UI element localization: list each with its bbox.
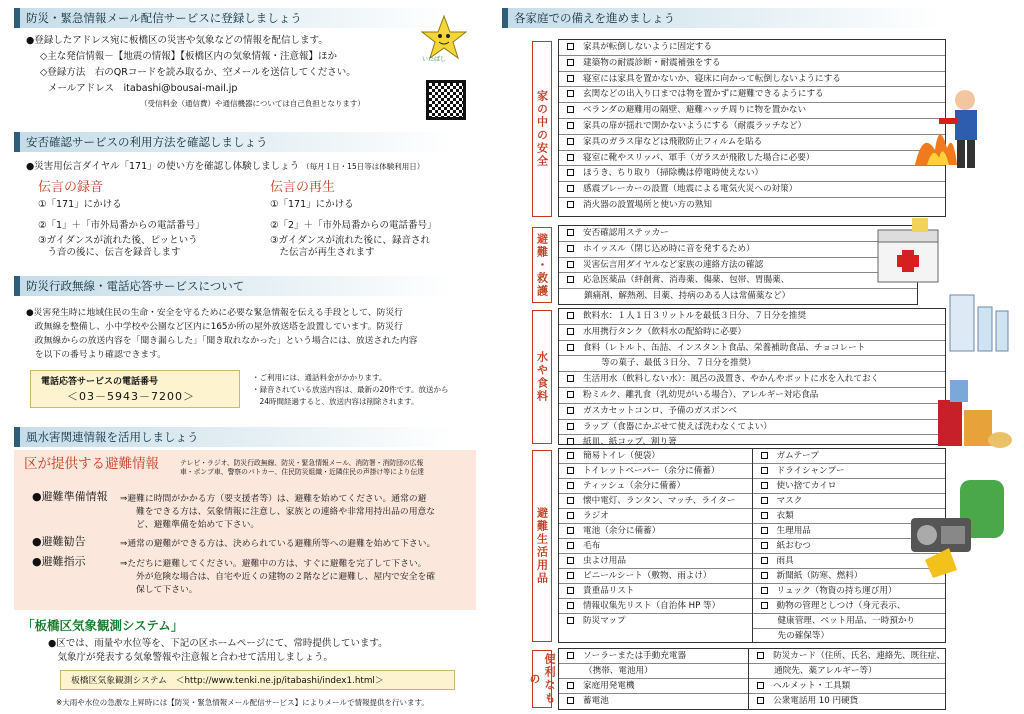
weather-url[interactable]: 板橋区気象観測システム ＜http://www.tenki.ne.jp/itabashi/index1.html＞ [71,676,384,686]
living-supply-item-label: 雨具 [776,556,794,566]
useful-item-label: 家庭用発電機 [583,681,635,691]
record-step-3: ③ガイダンスが流れた後、ピッという [38,235,198,246]
living-supply-item-label: 電池（余分に備蓄） [583,526,661,536]
checkbox-icon[interactable] [567,557,574,564]
checkbox-icon[interactable] [567,467,574,474]
living-supply-item-label: 新聞紙（防寒、燃料） [776,571,863,581]
checkbox-icon[interactable] [567,407,574,414]
phone-label: 電話応答サービスの電話番号 [41,377,159,387]
radio-line-3: 政無線からの放送内容を「聞き漏らした」「聞き取れなかった」という場合には、放送された内容 [26,336,418,346]
category-home-safety: 家の中の安全 [532,41,552,217]
living-supply-item-row[interactable] [753,584,946,599]
water-bottles-illustration [944,285,1014,355]
living-supply-item-label: 紙おむつ [776,541,811,551]
checkbox-icon[interactable] [567,229,574,236]
phone-note-1: ・ご利用には、通話料金がかかります。 [252,373,387,382]
record-step-4: う音の後に、伝言を録音します [38,247,181,258]
checkbox-icon[interactable] [567,602,574,609]
weather-title: 「板橋区気象観測システム」 [22,618,184,633]
useful-item-row[interactable] [749,664,945,679]
footnote: ※大雨や水位の急激な上昇時には【防災・緊急情報メール配信サービス】によりメールで情報提供を行います。 [56,698,429,707]
checkbox-icon[interactable] [567,587,574,594]
radio-line-2: 政無線を整備し、小中学校や公園など区内に165か所の屋外放送塔を設置しています。防災行 [26,322,403,332]
checkbox-icon[interactable] [567,527,574,534]
living-supply-item-row[interactable] [559,584,752,599]
living-supply-item-label: ティッシュ（余分に備蓄） [583,481,686,491]
useful-items-list [558,648,946,710]
checkbox-icon[interactable] [567,276,574,283]
home-safety-item-label: 建築物の耐震診断・耐震補強をする [583,57,721,68]
checkbox-icon[interactable] [567,75,574,82]
checkbox-icon[interactable] [761,602,768,609]
living-supply-item-label: 懐中電灯、ランタン、マッチ、ライター [583,496,736,506]
evac-prep-line-1: ⇒避難に時間がかかる方（要支援者等）は、避難を始めてください。通常の避 [120,494,427,504]
checkbox-icon[interactable] [567,185,574,192]
phone-box [30,370,240,408]
evac-prep-line-3: ど、避難準備を始めて下さい。 [136,520,260,530]
food-item-label: 等の菓子、最低３日分、７日分を推奨） [584,358,756,369]
firefighter-illustration [905,70,985,180]
rescue-item-row[interactable] [559,258,917,274]
evacuation-title: 区が提供する避難情報 [24,456,159,472]
living-supply-item-label: 毛布 [583,541,601,551]
evac-prep-label: ●避難準備情報 [32,490,108,503]
play-step-2: ②「2」＋「市外局番からの電話番号」 [270,220,437,231]
living-supply-item-label: 生理用品 [776,526,811,536]
useful-item-label: ヘルメット・工具類 [773,681,851,691]
category-useful-items: 便利なもの [532,650,552,708]
checkbox-icon[interactable] [567,328,574,335]
home-safety-item-label: 家具が転倒しないように固定する [583,42,712,52]
checkbox-icon[interactable] [567,169,574,176]
checkbox-icon[interactable] [567,391,574,398]
rescue-item-row[interactable] [559,273,917,289]
record-title: 伝言の録音 [38,180,104,195]
living-supply-item-row[interactable] [559,524,752,539]
checkbox-icon[interactable] [761,572,768,579]
mail-line-3: ◇登録方法 右のQRコードを読み取るか、空メールを送信してください。 [40,67,356,78]
mail-line-1: ●登録したアドレス宛に板橋区の災害や気象などの情報を配信します。 [26,35,328,46]
useful-item-label: 蓄電池 [583,696,609,706]
living-supply-item-label: マスク [776,496,803,506]
living-supply-item-label: 使い捨てカイロ [776,481,837,491]
checkbox-icon[interactable] [761,557,768,564]
living-supply-item-row[interactable] [559,569,752,584]
play-step-1: ①「171」にかける [270,199,354,210]
useful-item-label: 防災カード（住所、氏名、連絡先、既往症、 [773,651,945,661]
mail-note: （受信料金（通信費）や通信機器については自己負担となります） [140,99,365,108]
food-item-label: 粉ミルク、離乳食（乳幼児がいる場合）、アレルギー対応食品 [583,389,819,400]
checkbox-icon[interactable] [761,527,768,534]
play-step-3: ③ガイダンスが流れた後に、録音され [270,235,431,246]
radio-header: 防災行政無線・電話応答サービスについて [14,276,454,296]
checkbox-icon[interactable] [567,375,574,382]
home-safety-item-row[interactable] [559,135,945,151]
living-supply-item-label: 健康管理、ペット用品、一時預かり [777,616,916,626]
home-safety-item-row[interactable] [559,87,945,103]
preparation-header: 各家庭での備えを進めましょう [502,8,942,28]
mascot-image [420,14,468,62]
checkbox-icon[interactable] [757,682,764,689]
rescue-list [558,225,918,305]
home-safety-item-label: ほうき、ちり取り（掃除機は停電時使えない） [583,168,764,179]
living-supply-item-row[interactable] [559,554,752,569]
checkbox-icon[interactable] [567,542,574,549]
phone-note-2: ・録音されている放送内容は、最新の20件です。放送から [252,385,449,394]
evac-order-line-1: ⇒ただちに避難してください。避難中の方は、すぐに避難を完了して下さい。 [120,559,427,569]
category-evacuation-rescue: 避難・救護 [532,227,552,303]
home-safety-item-label: 寝室に靴やスリッパ、軍手（ガラスが飛散した場合に必要） [583,152,815,163]
checkbox-icon[interactable] [761,542,768,549]
food-item-label: 生活用水（飲料しない水）：風呂の汲置き、やかんやポットに水を入れておく [583,374,880,385]
living-supply-item-label: 衣類 [776,511,794,521]
checkbox-icon[interactable] [567,261,574,268]
home-safety-item-row[interactable] [559,103,945,119]
home-safety-item-label: 感震ブレーカーの設置（地震による電気火災への対策） [583,184,798,195]
evac-order-line-3: 保して下さい。 [136,585,198,595]
living-supply-item-row[interactable] [559,539,752,554]
evac-order-line-2: 外が危険な場合は、自宅や近くの建物の２階などに避難し、屋内で安全を確 [136,572,436,582]
dial-line: ●災害用伝言ダイヤル「171」の使い方を確認し体験しましょう [26,161,300,172]
living-supply-item-row[interactable] [753,599,946,614]
useful-item-label: 通院先、薬アレルギー等） [774,666,877,676]
useful-item-row[interactable] [559,694,748,709]
living-supply-item-row[interactable] [559,599,752,614]
home-safety-item-label: 家具のガラス扉などは飛散防止フィルムを貼る [583,136,763,147]
checkbox-icon[interactable] [567,138,574,145]
checkbox-icon[interactable] [567,438,574,445]
phone-note-3: 24時間経過すると、放送内容は削除されます。 [252,397,419,406]
rescue-item-label: 災害伝言用ダイヤルなど家族の連絡方法の確認 [583,259,764,270]
home-safety-item-label: 消火器の設置場所と使い方の熟知 [583,199,712,210]
food-item-label: 食料（レトルト、缶詰、インスタント食品、栄養補助食品、チョコレート [583,342,866,353]
checkbox-icon[interactable] [567,617,574,624]
living-supply-item-row[interactable] [559,449,752,464]
living-supply-item-label: 貴重品リスト [583,586,635,596]
food-item-label: ラップ（食器にかぶせて使えば洗わなくてよい） [583,421,772,432]
living-supply-item-label: 情報収集先リスト（自治体 HP 等） [583,601,721,611]
useful-item-row[interactable] [749,694,945,709]
living-supply-item-label: 先の確保等） [777,631,830,641]
living-supply-item-row[interactable] [559,494,752,509]
evac-order-label: ●避難指示 [32,555,86,568]
qr-code[interactable] [426,80,466,120]
checkbox-icon[interactable] [761,452,768,459]
checkbox-icon[interactable] [567,497,574,504]
home-safety-item-row[interactable] [559,72,945,88]
checkbox-icon[interactable] [567,482,574,489]
checkbox-icon[interactable] [761,587,768,594]
radio-line-4: を以下の番号より確認できます。 [26,350,167,360]
food-item-label: 紙皿、紙コップ、割り箸 [583,437,677,448]
record-step-2: ②「1」＋「市外局番からの電話番号」 [38,220,205,231]
mail-line-2: ◇主な発信情報－【地震の情報】【板橋区内の気象情報・注意報】ほか [40,51,338,62]
evac-advice-line-1: ⇒通常の避難ができる方は、決められている避難所等への避難を始めて下さい。 [120,539,436,549]
food-item-label: ガスカセットコンロ、予備のガスボンベ [583,405,738,416]
checkbox-icon[interactable] [567,122,574,129]
living-supply-item-label: 虫よけ用品 [583,556,626,566]
checkbox-icon[interactable] [567,245,574,252]
living-supply-item-row[interactable] [753,614,946,629]
evacuation-media-2: 車・ポンプ車、警察のパトカー、住民防災組織・近隣住民の声掛け等により伝達 [180,468,425,476]
living-supply-item-label: ガムテープ [776,451,819,461]
food-supplies-illustration [930,370,1015,455]
checkbox-icon[interactable] [757,697,764,704]
phone-number[interactable]: ＜03－5943－7200＞ [67,390,195,403]
dial-note: （毎月１日・15日等は体験利用日） [302,162,425,171]
checkbox-icon[interactable] [761,497,768,504]
checkbox-icon[interactable] [761,467,768,474]
living-supply-item-label: 防災マップ [583,616,626,626]
home-safety-item-label: 家具の扉が揺れで開かないようにする（耐震ラッチなど） [583,120,807,131]
emergency-bag-illustration [905,470,1015,580]
first-aid-kit-illustration [872,210,952,290]
home-safety-item-row[interactable] [559,182,945,198]
checkbox-icon[interactable] [567,423,574,430]
food-item-label: 飲料水：１人１日３リットルを最低３日分、７日分を推奨 [583,311,807,321]
rescue-item-row[interactable] [559,226,917,242]
food-item-label: 水用携行タンク（飲料水の配給時に必要） [583,326,747,337]
checkbox-icon[interactable] [567,201,574,208]
food-item-row[interactable] [559,309,945,325]
living-supply-item-label: ドライシャンプー [776,466,845,476]
useful-item-label: （携帯、電池用） [584,666,653,676]
home-safety-item-row[interactable] [559,119,945,135]
checkbox-icon[interactable] [567,154,574,161]
radio-line-1: ●災害発生時に地域住民の生命・安全を守るために必要な緊急情報を伝える手段として、防災行 [26,308,403,318]
storm-header: 風水害関連情報を活用しましょう [14,427,454,447]
rescue-item-label: 応急医薬品（絆創膏、消毒薬、傷薬、包帯、胃腸薬、 [583,275,790,286]
useful-item-row[interactable] [559,664,748,679]
food-item-row[interactable] [559,341,945,357]
living-supply-item-label: 動物の管理としつけ（身元表示、 [776,601,906,611]
living-supply-item-row[interactable] [559,509,752,524]
living-supplies-list [558,448,946,643]
food-item-row[interactable] [559,372,945,388]
useful-item-row[interactable] [749,679,945,694]
living-supply-item-label: リュック（物資の持ち運び用） [776,586,897,596]
home-safety-item-label: 玄関などの出入り口までは物を置かずに避難できるようにする [583,89,824,100]
useful-item-label: ソーラーまたは手動充電器 [583,651,687,661]
checkbox-icon[interactable] [567,682,574,689]
food-item-row[interactable] [559,404,945,420]
living-supply-item-label: 簡易トイレ（便袋） [583,451,660,461]
food-item-row[interactable] [559,420,945,436]
home-safety-item-row[interactable] [559,40,945,56]
checkbox-icon[interactable] [757,652,764,659]
safety-check-header: 安否確認サービスの利用方法を確認しましょう [14,132,454,152]
checkbox-icon[interactable] [567,652,574,659]
mail-service-header: 防災・緊急情報メール配信サービスに登録しましょう [14,8,454,28]
record-step-1: ①「171」にかける [38,199,122,210]
home-safety-item-row[interactable] [559,151,945,167]
evac-advice-label: ●避難勧告 [32,535,86,548]
living-supply-item-row[interactable] [559,479,752,494]
living-supply-item-row[interactable] [559,614,752,629]
checkbox-icon[interactable] [567,90,574,97]
home-safety-list [558,39,946,217]
home-safety-item-row[interactable] [559,56,945,72]
play-step-4: た伝言が再生されます [270,247,375,258]
rescue-item-label: ホイッスル（閉じ込め時に音を発するため） [583,243,755,254]
useful-item-label: 公衆電話用 10 円硬貨 [773,696,859,706]
living-supply-item-row[interactable] [753,449,946,464]
food-item-row[interactable] [559,388,945,404]
mascot-label: いたばし [422,56,447,63]
rescue-item-label: 安否確認用ステッカー [583,228,669,238]
evacuation-media-1: テレビ・ラジオ、防災行政無線、防災・緊急情報メール、消防署・消防団の広報 [180,459,424,467]
useful-item-row[interactable] [559,679,748,694]
living-supply-item-row[interactable] [559,464,752,479]
living-supply-item-label: ラジオ [583,511,609,521]
weather-url-box[interactable] [60,670,455,690]
rescue-item-row[interactable] [559,289,917,305]
useful-item-row[interactable] [559,649,748,664]
home-safety-item-label: 寝室には家具を置かないか、寝床に向かって転倒しないようにする [583,73,841,84]
category-living-supplies: 避難生活用品 [532,450,552,642]
checkbox-icon[interactable] [761,512,768,519]
living-supply-item-label: ビニールシート（敷物、雨よけ） [583,571,712,581]
checkbox-icon[interactable] [567,697,574,704]
category-water-food: 水や食料 [532,310,552,444]
checkbox-icon[interactable] [761,482,768,489]
checkbox-icon[interactable] [567,43,574,50]
rescue-item-label: 鎮痛剤、解熱剤、目薬、持病のある人は常備薬など） [584,291,791,302]
mail-address[interactable]: メールアドレス itabashi@bousai-mail.jp [48,83,238,94]
checkbox-icon[interactable] [567,59,574,66]
checkbox-icon[interactable] [567,572,574,579]
rescue-item-row[interactable] [559,242,917,258]
weather-line-1: ●区では、雨量や水位等を、下記の区ホームページにて、常時提供しています。 [48,638,388,649]
checkbox-icon[interactable] [567,344,574,351]
checkbox-icon[interactable] [567,512,574,519]
checkbox-icon[interactable] [567,312,574,319]
living-supply-item-label: トイレットペーパー（余分に備蓄） [583,466,720,476]
checkbox-icon[interactable] [567,106,574,113]
checkbox-icon[interactable] [567,452,574,459]
home-safety-item-label: ベランダの避難用の隔壁、避難ハッチ周りに物を置かない [583,105,807,116]
useful-item-row[interactable] [749,649,945,664]
food-list [558,308,946,448]
living-supply-item-row[interactable] [753,629,946,644]
weather-line-2: 気象庁が発表する気象警報や注意報と合わせて活用しましょう。 [48,652,334,663]
home-safety-item-row[interactable] [559,166,945,182]
play-title: 伝言の再生 [270,180,336,195]
evac-prep-line-2: 難をできる方は、気象情報に注意し、家族との連絡や非常用持出品の用意な [136,507,436,517]
food-item-row[interactable] [559,356,945,372]
food-item-row[interactable] [559,325,945,341]
